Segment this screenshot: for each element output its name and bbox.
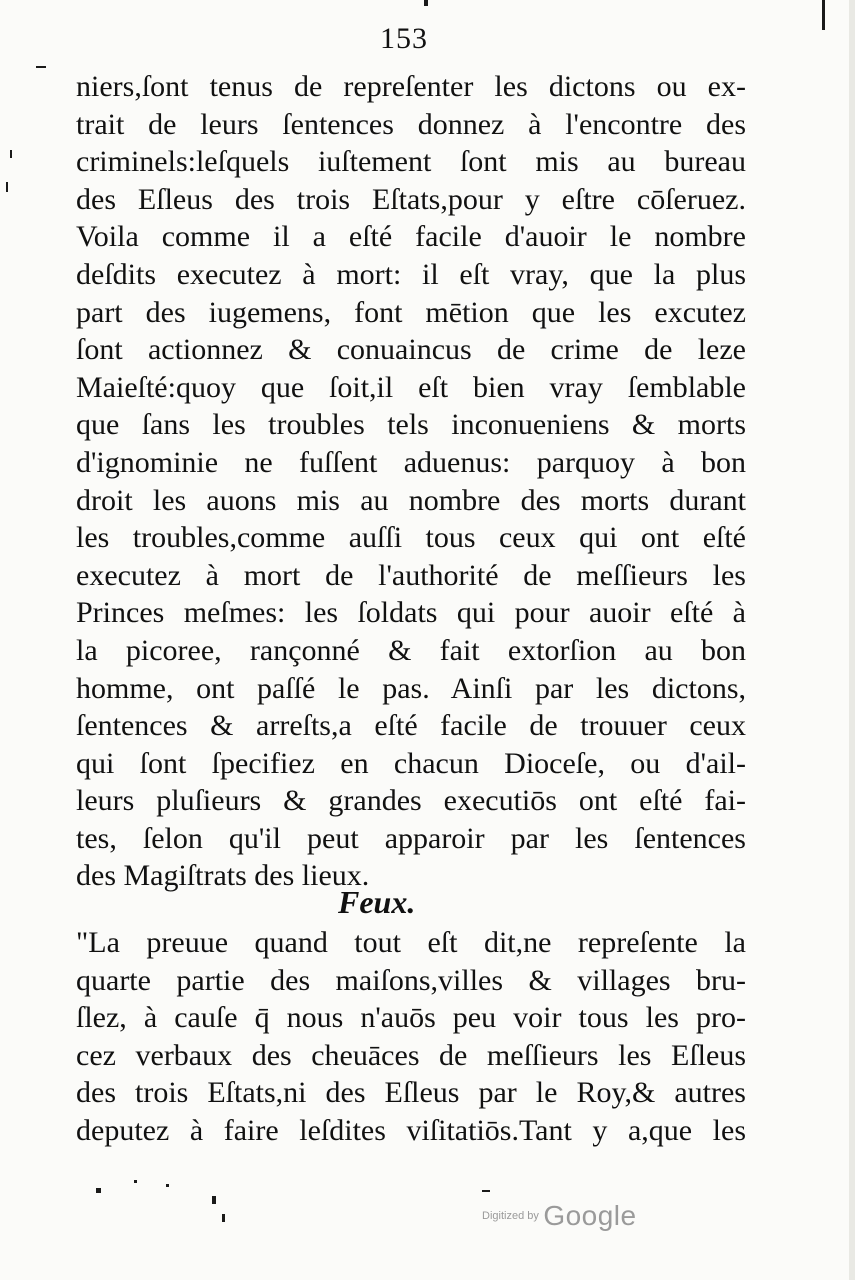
- text-line: Princes meſmes: les ſoldats qui pour auoir eſté à: [76, 596, 746, 630]
- text-line: droit les auons mis au nombre des morts durant: [76, 483, 746, 517]
- scan-speck: [166, 1184, 169, 1187]
- page-number: 153: [380, 22, 428, 55]
- text-line: quarte partie des maiſons,villes & villages bru-: [76, 963, 746, 997]
- text-line: "La preuue quand tout eſt dit,ne repreſente la: [76, 926, 746, 959]
- text-line: tes, ſelon qu'il peut apparoir par les ſentences: [76, 821, 746, 855]
- text-line: Voila comme il a eſté facile d'auoir le nombre: [76, 220, 746, 254]
- text-line: la picoree, rançonné & fait extorſion au bon: [76, 633, 746, 667]
- text-line: part des iugemens, font mētion que les excutez: [76, 295, 746, 329]
- text-line: qui ſont ſpecifiez en chacun Dioceſe, ou d'ail-: [76, 746, 746, 780]
- text-line: homme, ont paſſé le pas. Ainſi par les dictons,: [76, 671, 746, 705]
- paragraph-1: [76, 68, 746, 895]
- text-line: executez à mort de l'authorité de meſſieurs les: [76, 558, 746, 592]
- watermark-prefix: Digitized by: [482, 1210, 539, 1222]
- text-line: cez verbaux des cheuāces de meſſieurs les Eſleus: [76, 1038, 746, 1072]
- text-line: deputez à faire leſdites viſitatiōs.Tant y a,que les: [76, 1113, 746, 1147]
- scan-speck: [36, 66, 46, 68]
- text-line: niers,ſont tenus de repreſenter les dictons ou ex-: [76, 70, 746, 103]
- scan-speck: [212, 1196, 216, 1204]
- text-line: deſdits executez à mort: il eſt vray, que la plus: [76, 257, 746, 291]
- scan-speck: [10, 150, 12, 158]
- scan-speck: [6, 182, 8, 192]
- digitized-watermark: [482, 1200, 637, 1232]
- section-heading: Feux.: [338, 884, 416, 920]
- scan-speck: [822, 0, 825, 30]
- scan-speck: [134, 1180, 137, 1183]
- text-line: Maieſté:quoy que ſoit,il eſt bien vray ſemblable: [76, 370, 746, 404]
- text-line: des Eſleus des trois Eſtats,pour y eſtre cōſeruez.: [76, 182, 746, 216]
- text-line: ſentences & arreſts,a eſté facile de trouuer ceux: [76, 709, 746, 743]
- scan-speck: [424, 0, 428, 6]
- scan-speck: [482, 1190, 490, 1192]
- scan-speck: [222, 1214, 225, 1222]
- text-line: criminels:leſquels iuſtement ſont mis au bureau: [76, 145, 746, 179]
- text-line: les troubles,comme auſſi tous ceux qui ont eſté: [76, 521, 746, 555]
- text-line: d'ignominie ne fuſſent aduenus: parquoy à bon: [76, 445, 746, 479]
- text-line: trait de leurs ſentences donnez à l'encontre des: [76, 107, 746, 141]
- text-line: ſlez, à cauſe q̄ nous n'auōs peu voir tous les pro-: [76, 1001, 746, 1035]
- paragraph-2: [76, 924, 746, 1150]
- text-line: leurs pluſieurs & grandes executiōs ont eſté fai-: [76, 784, 746, 818]
- text-line: des Magiſtrats des lieux.: [76, 859, 370, 893]
- watermark-brand: Google: [543, 1200, 637, 1231]
- text-line: des trois Eſtats,ni des Eſleus par le Roy,& autres: [76, 1076, 746, 1110]
- scan-speck: [96, 1188, 101, 1193]
- text-line: ſont actionnez & conuaincus de crime de leze: [76, 333, 746, 367]
- page-gutter-shadow: [849, 0, 855, 1280]
- text-line: que ſans les troubles tels inconueniens & morts: [76, 408, 746, 442]
